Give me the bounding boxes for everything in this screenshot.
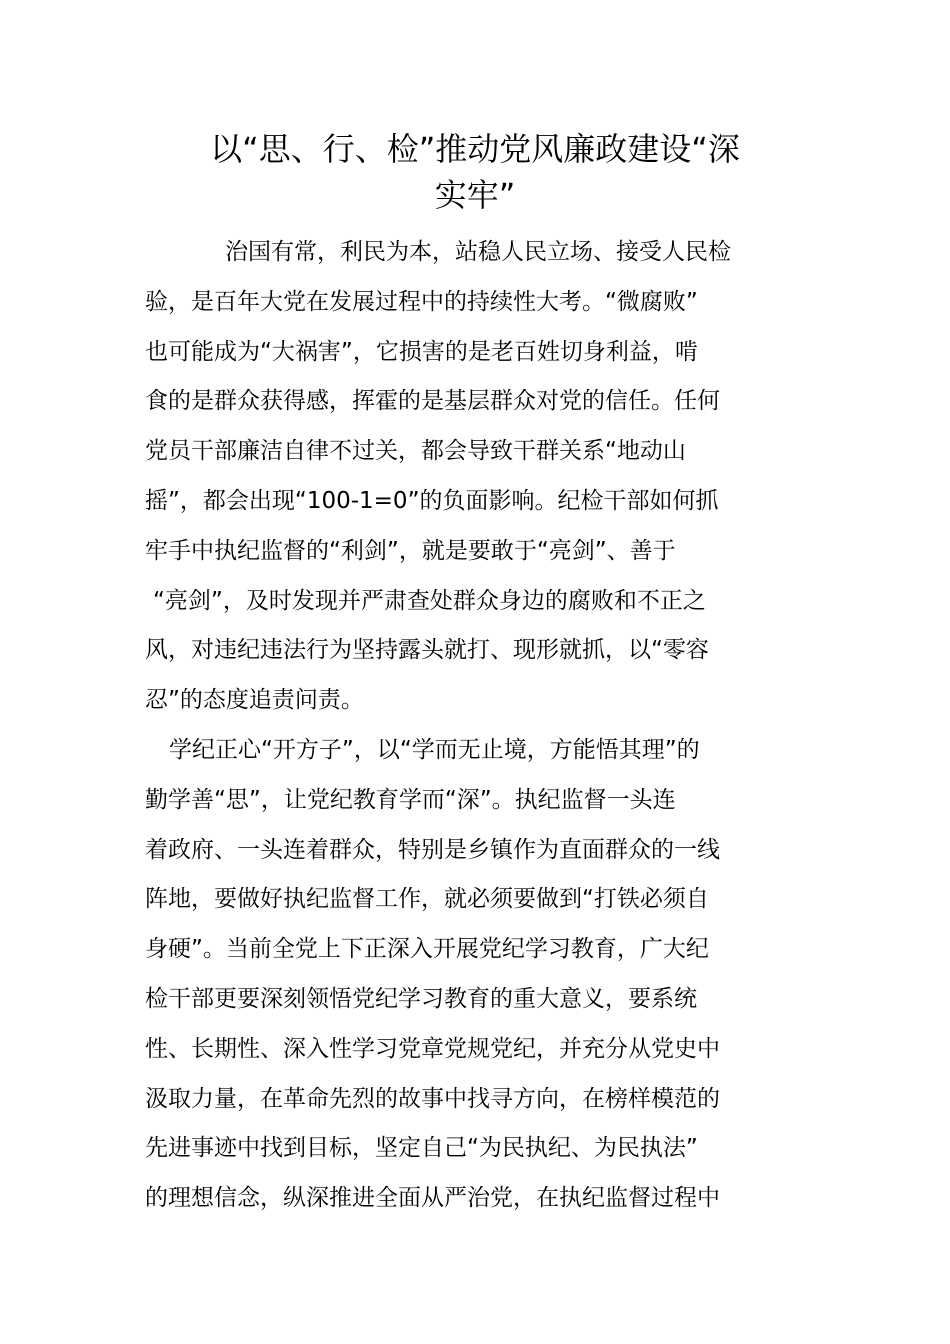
paragraph-line: 风，对违纪违法行为坚持露头就打、现形就抓，以“零容 (145, 637, 709, 664)
document-body (145, 228, 810, 1224)
paragraph-line: 勤学善“思”，让党纪教育学而“深”。执纪监督一头连 (145, 786, 676, 813)
paragraph-1 (145, 228, 810, 726)
paragraph-line: 治国有常，利民为本，站稳人民立场、接受人民检 (225, 239, 731, 265)
paragraph-line: 检干部更要深刻领悟党纪学习教育的重大意义，要系统 (145, 985, 697, 1012)
paragraph-line: 忍”的态度追责问责。 (145, 687, 364, 714)
paragraph-line: 阵地，要做好执纪监督工作，就必须要做到“打铁必须自 (145, 886, 709, 913)
paragraph-line: 验，是百年大党在发展过程中的持续性大考。“微腐败” (145, 288, 698, 315)
title-line-1: 以“思、行、检”推动党风廉政建设“深 (210, 130, 740, 168)
paragraph-line: 身硬”。当前全党上下正深入开展党纪学习教育，广大纪 (145, 936, 709, 963)
paragraph-line: 摇”，都会出现“100-1=0”的负面影响。纪检干部如何抓 (145, 487, 719, 514)
paragraph-line: 学纪正心“开方子”，以“学而无止境，方能悟其理”的 (169, 736, 700, 763)
paragraph-line: 着政府、一头连着群众，特别是乡镇作为直面群众的一线 (145, 836, 720, 863)
paragraph-line: 党员干部廉洁自律不过关，都会导致干群关系“地动山 (145, 438, 686, 465)
paragraph-2 (145, 726, 810, 1224)
paragraph-line: 的理想信念，纵深推进全面从严治党，在执纪监督过程中 (145, 1185, 720, 1212)
paragraph-line: 性、长期性、深入性学习党章党规党纪，并充分从党史中 (145, 1035, 720, 1062)
paragraph-line: “亮剑”，及时发现并严肃查处群众身边的腐败和不正之 (153, 587, 706, 614)
title-line-2: 实牢” (434, 176, 516, 214)
paragraph-line: 汲取力量，在革命先烈的故事中找寻方向，在榜样模范的 (145, 1085, 720, 1112)
paragraph-line: 牢手中执纪监督的“利剑”，就是要敢于“亮剑”、善于 (145, 537, 676, 564)
paragraph-line: 也可能成为“大祸害”，它损害的是老百姓切身利益，啃 (145, 338, 698, 365)
paragraph-line: 食的是群众获得感，挥霍的是基层群众对党的信任。任何 (145, 388, 720, 415)
paragraph-line: 先进事迹中找到目标，坚定自己“为民执纪、为民执法” (145, 1135, 698, 1162)
document-title (150, 126, 800, 218)
